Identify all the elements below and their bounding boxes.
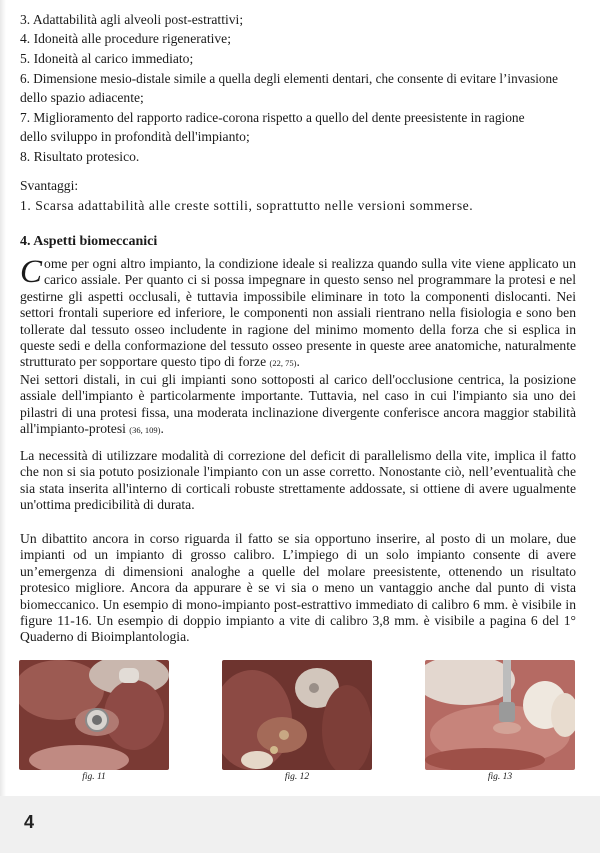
list-item-3: 3. Adattabilità agli alveoli post-estrattivi; bbox=[20, 12, 244, 27]
paragraph-4: Un dibattito ancora in corso riguarda il fatto se sia opportuno inserire, al posto di un molare, due impianti od un impianto di grosso calibro. L’impiego di un solo impianto consente di avere un’emergenza di dimensioni analoghe a quelle del molare preesistente, ottenendo un risultato protesico migliore. Ancora da appurare è se vi sia o meno un vantaggio anche dal punto di vista biomeccanico. Un esempio di mono-impianto post-estrattivo immediato di calibro 6 mm. è visibile in figure 11-16. Un esempio di doppio impianto a vite di calibro 3,8 mm. è visibile a pagina 6 del 1° Quaderno di Bioimplantologia. bbox=[20, 531, 576, 645]
paragraph-1-end: . bbox=[296, 354, 300, 370]
citation-1: (22, 75) bbox=[269, 358, 297, 369]
list-item-7-cont: dello sviluppo in profondità dell'impianto; bbox=[20, 129, 250, 144]
drop-cap: C bbox=[20, 254, 43, 290]
list-item-6-cont: dello spazio adiacente; bbox=[20, 90, 144, 105]
paragraph-1 bbox=[20, 256, 576, 438]
page-gutter-shadow bbox=[0, 0, 6, 853]
list-item-7: 7. Miglioramento del rapporto radice-corona rispetto a quello del dente preesistente in ragione bbox=[20, 110, 525, 125]
figure-13-caption: fig. 13 bbox=[487, 772, 513, 782]
paragraph-1-text: ome per ogni altro impianto, la condizione ideale si realizza quando sulla vite viene applicato un carico assiale. Per quanto ci si possa impegnare in questo senso nel programmare la protesi e nel gestirne gli aspetti occlusali, è tuttavia impossibile eliminare in toto la componenti dislocanti. Nei settori frontali superiore ed inferiore, le componenti non assiali rientrano nella fisiologia e sono ben tollerate dal tessuto osseo includente in ragione del minimo momento della forza che si esplica in queste sedi e della conformazione del tessuto osseo presente in queste aree anatomiche, naturalmente strutturato per sopportare questo tipo di forze bbox=[20, 256, 576, 370]
figure-11-caption: fig. 11 bbox=[82, 772, 106, 782]
disadvantages-item: 1. Scarsa adattabilità alle creste sottili, soprattutto nelle versioni sommerse. bbox=[20, 198, 474, 213]
paragraph-2-end: . bbox=[160, 421, 164, 437]
disadvantages-title: Svantaggi: bbox=[20, 178, 79, 193]
list-item-6: 6. Dimensione mesio-distale simile a quella degli elementi dentari, che consente di evitare l’invasione bbox=[20, 71, 558, 86]
figure-13-photo bbox=[425, 660, 575, 770]
paragraph-3: La necessità di utilizzare modalità di correzione del deficit di parallelismo della vite, implica il fatto che non si sia potuto posizionale l'impianto con un asse corretto. Nonostante ciò, nell’eventualità che sia stata inserita all'interno di corticali robuste strettamente addossate, si ottiene di avere ugualmente un'ottima predicibilità di durata. bbox=[20, 448, 576, 513]
figure-11-photo bbox=[19, 660, 169, 770]
paragraph-2-text: Nei settori distali, in cui gli impianti sono sottoposti al carico dell'occlusione centrica, la posizione assiale dell'impianto è particolarmente importante. Tuttavia, nel caso in cui l'impianto sia uno dei pilastri di una protesi fissa, una moderata inclinazione divergente conferisce ancora maggior stabilità all'impianto-protesi bbox=[20, 371, 576, 437]
list-item-5: 5. Idoneità al carico immediato; bbox=[20, 51, 194, 66]
page-footer bbox=[0, 796, 600, 853]
list-item-8: 8. Risultato protesico. bbox=[20, 149, 140, 164]
section-heading: 4. Aspetti biomeccanici bbox=[20, 234, 158, 249]
page-number: 4 bbox=[24, 812, 35, 832]
figure-12-caption: fig. 12 bbox=[284, 772, 310, 782]
figure-12-photo bbox=[222, 660, 372, 770]
citation-2: (36, 109) bbox=[129, 425, 161, 436]
list-item-4: 4. Idoneità alle procedure rigenerative; bbox=[20, 31, 231, 46]
